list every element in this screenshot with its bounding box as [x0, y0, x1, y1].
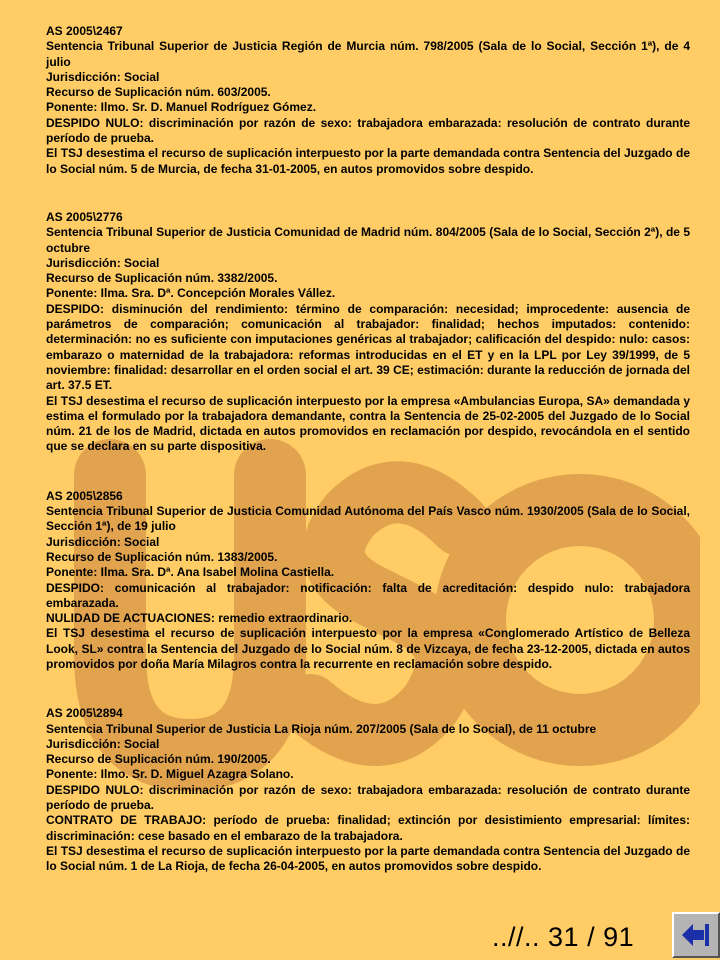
ruling-judge: Ponente: Ilma. Sra. Dª. Ana Isabel Molina Castiella. — [46, 565, 335, 580]
back-button[interactable] — [672, 912, 720, 958]
ruling-reference: AS 2005\2894 — [46, 706, 123, 721]
ruling-entry-2 — [46, 210, 690, 455]
ruling-jurisdiction: Jurisdicción: Social — [46, 534, 160, 549]
document-body — [46, 24, 690, 875]
ruling-reference: AS 2005\2776 — [46, 209, 123, 224]
ruling-paragraph: DESPIDO NULO: discriminación por razón de sexo: trabajadora embarazada: resolución de contrato durante período de prueba. — [46, 782, 690, 813]
page-indicator — [492, 922, 634, 953]
ruling-paragraph: El TSJ desestima el recurso de suplicación interpuesto por la empresa «Ambulancias Europa, SA» demandada y estima el formulado por la trabajadora demandante, contra la Sentencia de 25-02-2005 del Juzgado de lo Social núm. 21 de los de Madrid, dictada en autos promovidos en reclamación por despido, revocándola en el sentido que se declara en su parte dispositiva. — [46, 393, 690, 454]
ruling-paragraph: DESPIDO: disminución del rendimiento: término de comparación: necesidad; improcedente: ausencia de parámetros de comparación; comunicación al trabajador: finalidad; hechos imputados: contenido: determinación: no es suficiente con imputaciones genéricas al trabajador; calificación del despido: nulo: casos: embarazo o maternidad de la trabajadora: reformas introducidas en el ET y en la LPL por Ley 39/1999, de 5 noviembre: finalidad: desarrollar en el orden social el art. 39 CE; estimación: durante la reducción de jornada del art. 37.5 ET. — [46, 301, 690, 393]
ruling-paragraph: NULIDAD DE ACTUACIONES: remedio extraordinario. — [46, 611, 353, 626]
ruling-entry-4 — [46, 706, 690, 874]
ruling-title: Sentencia Tribunal Superior de Justicia Región de Murcia núm. 798/2005 (Sala de lo Social, Sección 1ª), de 4 julio — [46, 39, 690, 69]
ruling-jurisdiction: Jurisdicción: Social — [46, 69, 160, 84]
ruling-reference: AS 2005\2467 — [46, 24, 123, 38]
ruling-title: Sentencia Tribunal Superior de Justicia La Rioja núm. 207/2005 (Sala de lo Social), de 11 octubre — [46, 721, 597, 736]
ruling-judge: Ponente: Ilmo. Sr. D. Manuel Rodríguez Gómez. — [46, 100, 317, 115]
ruling-judge: Ponente: Ilma. Sra. Dª. Concepción Morales Vállez. — [46, 286, 336, 301]
ruling-appeal-number: Recurso de Suplicación núm. 1383/2005. — [46, 549, 278, 564]
ruling-paragraph: CONTRATO DE TRABAJO: período de prueba: finalidad; extinción por desistimiento empresarial: límites: discriminación: cese basado en el embarazo de la trabajadora. — [46, 813, 690, 843]
ruling-paragraph: El TSJ desestima el recurso de suplicación interpuesto por la parte demandada contra Sentencia del Juzgado de lo Social núm. 5 de Murcia, de fecha 31-01-2005, en autos promovidos sobre despido. — [46, 146, 690, 176]
page-separator: / — [587, 922, 596, 952]
continued-marker: ..//.. — [492, 922, 541, 952]
ruling-entry-1 — [46, 24, 690, 177]
ruling-title: Sentencia Tribunal Superior de Justicia Comunidad Autónoma del País Vasco núm. 1930/2005 (Sala de lo Social, Sección 1ª), de 19 julio — [46, 504, 690, 534]
svg-text:i: i — [570, 579, 590, 656]
ruling-appeal-number: Recurso de Suplicación núm. 3382/2005. — [46, 271, 278, 286]
ruling-appeal-number: Recurso de Suplicación núm. 603/2005. — [46, 85, 271, 100]
ruling-jurisdiction: Jurisdicción: Social — [46, 255, 160, 270]
ruling-paragraph: DESPIDO: comunicación al trabajador: notificación: falta de acreditación: despido nulo: trabajadora embarazada. — [46, 580, 690, 610]
ruling-title: Sentencia Tribunal Superior de Justicia Comunidad de Madrid núm. 804/2005 (Sala de lo Social, Sección 2ª), de 5 octubre — [46, 225, 690, 255]
ruling-entry-3 — [46, 489, 690, 673]
ruling-reference: AS 2005\2856 — [46, 488, 123, 503]
ruling-judge: Ponente: Ilmo. Sr. D. Miguel Azagra Solano. — [46, 767, 294, 782]
ruling-jurisdiction: Jurisdicción: Social — [46, 736, 160, 751]
back-arrow-icon — [680, 920, 712, 950]
current-page: 31 — [548, 922, 580, 952]
ruling-paragraph: El TSJ desestima el recurso de suplicación interpuesto por la empresa «Conglomerado Artístico de Belleza Look, SL» contra la Sentencia del Juzgado de lo Social núm. 8 de Vizcaya, de fecha 23-12-2005, dictada en autos promovidos por doña María Milagros contra la recurrente en reclamación sobre despido. — [46, 626, 690, 671]
ruling-appeal-number: Recurso de Suplicación núm. 190/2005. — [46, 752, 271, 767]
total-pages: 91 — [603, 922, 635, 952]
ruling-paragraph: El TSJ desestima el recurso de suplicación interpuesto por la parte demandada contra Sentencia del Juzgado de lo Social núm. 1 de La Rioja, de fecha 26-04-2005, en autos promovidos sobre despido. — [46, 843, 690, 874]
ruling-paragraph: DESPIDO NULO: discriminación por razón de sexo: trabajadora embarazada: resolución de contrato durante período de prueba. — [46, 115, 690, 146]
